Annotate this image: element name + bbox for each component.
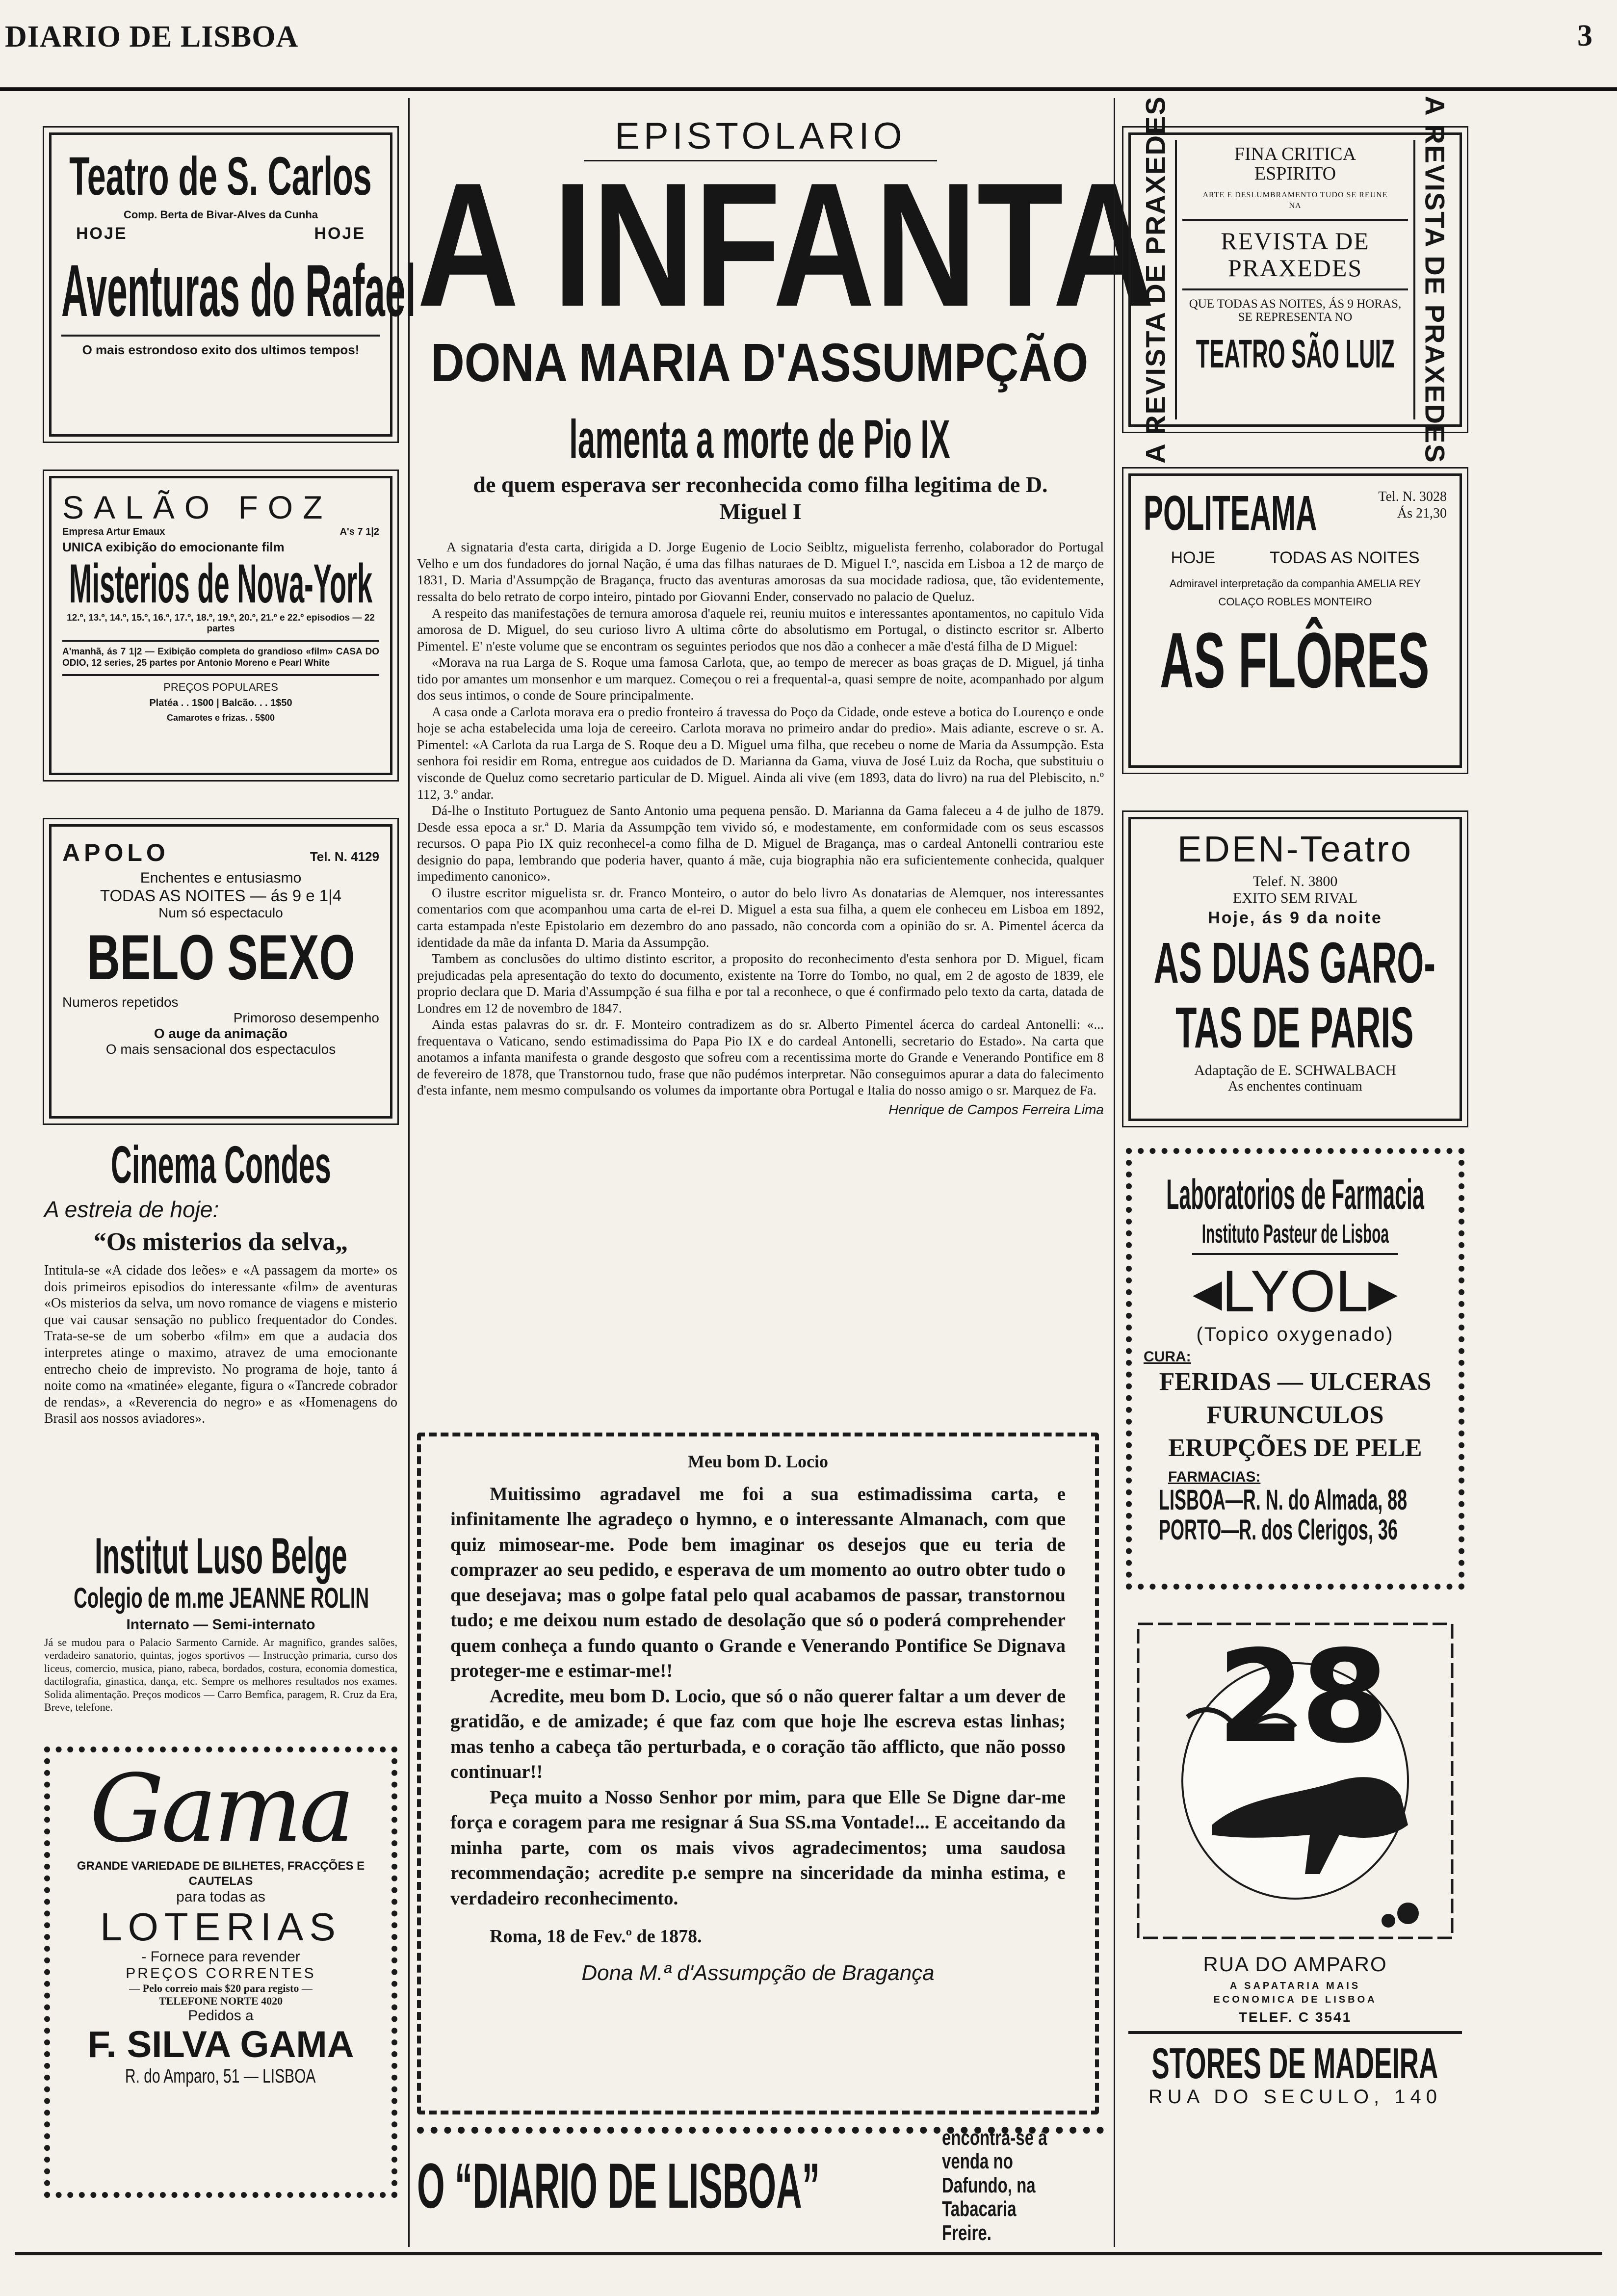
praxedes-center — [1182, 145, 1408, 377]
politeama-play: AS FLÔRES — [1160, 616, 1430, 704]
foz-precos: PREÇOS POPULARES — [163, 680, 278, 693]
gama-precos: PREÇOS CORRENTES — [126, 1965, 316, 1982]
foz-amanha: A'manhã, ás 7 1|2 — Exibição completa do grandioso «film» CASA DO ODIO, 12 series, 25 partes por Antonio Moreno e Pearl White — [62, 647, 379, 668]
foz-unica: UNICA exibição do emocionante film — [62, 540, 285, 554]
stores-name: STORES DE MADEIRA — [1151, 2039, 1438, 2087]
lyol-l2: FURUNCULOS — [1206, 1401, 1384, 1429]
apolo-noites: TODAS AS NOITES — ás 9 e 1|4 — [100, 887, 342, 905]
article-paragraph: A casa onde a Carlota morava era o predio fronteiro á travessa do Poço da Cidade, onde esteve a botica do Lourenço e onde hoje se acha estabelecida uma loja de cereeiro. Carlota morava no primeiro andar do predio». Mais adiante, escreve o sr. A. Pimentel: «A Carlota da rua Larga de S. Roque deu a D. Miguel uma filha, que recebeu o nome de Maria da Assumpção. Esta senhora foi residir em Roma, entregue aos cuidados de D. Marianna da Gama, viuva de José Luiz da Rocha, que substituiu o visconde de Queluz como secretario particular de D. Miguel. Ainda ali vive (em 1893, data do livro) na rua del Plebiscito, n.º 112, 3.º andar. — [417, 704, 1104, 802]
stores-addr: RUA DO SECULO, 140 — [1148, 2086, 1442, 2108]
letter-body — [450, 1482, 1066, 1911]
praxedes-todas: QUE TODAS AS NOITES, ÁS 9 HORAS, SE REPRESENTA NO — [1189, 297, 1402, 324]
scarlos-play: Aventuras do Rafael — [61, 249, 416, 332]
article-paragraph: Dá-lhe o Instituto Portuguez de Santo Antonio uma pequena pensão. D. Marianna da Gama faleceu a 4 de julho de 1879. Desde essa epoca a sr.ª D. Maria da Assumpção tem vivido só, e modestamente, em conformidade com os seus escassos recursos. O papa Pio IX quiz reconhecel-a como filha de D. Miguel de Bragança, mas o cardeal Antonelli contrariou este designio do papa, lembrando que poderia haver, quanto á mãe, cuja biographia não era suficientemente conhecida, qualquer impedimento canonico». — [417, 803, 1104, 884]
condes-name: Cinema Condes — [110, 1135, 331, 1194]
eden-tel: Telef. N. 3800 — [1252, 873, 1338, 889]
foz-empresa-row — [62, 526, 379, 538]
foz-empresa: Empresa Artur Emaux — [62, 526, 165, 537]
divider — [1128, 2031, 1462, 2034]
paper-title: DIARIO DE LISBOA — [5, 20, 299, 53]
article-epistolario — [417, 115, 1155, 1118]
apolo-primoroso: Primoroso desempenho — [233, 1010, 379, 1025]
deck-filha-legitima: de quem esperava ser reconhecida como filha legitima de D. Miguel I — [473, 472, 1048, 524]
article-paragraph: Tambem as conclusões do ultimo distinto escritor, a proposito do reconhecimento d'esta senhora por D. Miguel, ficam prejudicadas pela apresentação do texto do documento, existente na Torre do Tombo, no qual, em 2 de agosto de 1839, ele proprio declara que D. Maria d'Assumpção é sua filha e por tal a reconhece, o que é confirmado pelo texto da carta, datada de Londres em 12 de novembro de 1847. — [417, 951, 1104, 1016]
letter-paragraph: Peça muito a Nosso Senhor por mim, para que Elle Se Digne dar-me força e coragem para me resignar á Sua SS.ma Vontade!... E acceitando da minha parte, com os mais vivos agradecimentos; uma saudosa recommendação; acredite p.e sempre na sinceridade da minha estima, e verdadeiro reconhecimento. — [450, 1786, 1066, 1909]
eden-adapt: Adaptação de E. SCHWALBACH — [1194, 1062, 1396, 1079]
article-paragraph: Ainda estas palavras do sr. dr. F. Monteiro contradizem as do sr. Alberto Pimentel ácerca do cardeal Antonelli: «... frequentava o Vaticano, sendo estimadissima do Papa Pio IX e do cardeal Antonelli, secretario do Estado». Na carta que anotamos a infanta manifesta o grande desgosto que sofreu com a recentissima morte do Grande e Venerando Pontifice em 8 de fevereiro de 1878, que Transtornou tudo, frase que não pudémos interpretar. Não conseguimos apurar a data do falecimento d'esta infante, nem mesmo compulsando os volumes da importante obra Portugal e Italia do nosso amigo o sr. Marquez de Fa. — [417, 1017, 1104, 1098]
apolo-head — [62, 838, 379, 867]
letter-box — [417, 1433, 1099, 2114]
scarlos-hoje-left: HOJE — [76, 224, 128, 243]
instituto-colegio: Colegio de m.me JEANNE ROLIN — [74, 1582, 369, 1614]
praxedes-arte: ARTE E DESLUMBRAMENTO TUDO SE REUNE NA — [1202, 190, 1388, 210]
politeama-time: Ás 21,30 — [1397, 505, 1447, 521]
eden-enchentes: As enchentes continuam — [1228, 1079, 1362, 1095]
lyol-cura: CURA: — [1144, 1349, 1191, 1365]
ad-revista-praxedes — [1128, 96, 1462, 464]
politeama-noites: TODAS AS NOITES — [1270, 548, 1420, 567]
apolo-sensacional: O mais sensacional dos espectaculos — [105, 1041, 336, 1057]
lyol-lisboa: LISBOA—R. N. do Almada, 88 — [1159, 1484, 1408, 1516]
apolo-numeros: Numeros repetidos — [62, 994, 179, 1010]
letter-paragraph: Acredite, meu bom D. Locio, que só o não querer faltar a um dever de gratidão, e de amizade; é que faz com que hoje lhe escreva estas linhas; mas tenho a cabeça tão perturbada, e o coração tão afflicto, que não posso continuar!! — [450, 1685, 1066, 1783]
politeama-tel: Tel. N. 3028 — [1378, 489, 1447, 504]
divider — [1182, 219, 1408, 221]
gama-telefone: TELEFONE NORTE 4020 — [158, 1995, 283, 2008]
apolo-play: BELO SEXO — [87, 921, 355, 993]
eden-hoje: Hoje, ás 9 da noite — [1208, 909, 1382, 927]
ad-stores-madeira — [1128, 2041, 1462, 2108]
praxedes-side-left-text: A REVISTA DE PRAXEDES — [1140, 96, 1171, 464]
ad-politeama — [1128, 473, 1462, 768]
column-rule — [408, 98, 410, 2247]
ad-eden-teatro — [1128, 817, 1462, 1121]
subhead-dona-maria: DONA MARIA D'ASSUMPÇÃO — [431, 333, 1089, 393]
praxedes-revista: REVISTA DE PRAXEDES — [1221, 227, 1370, 282]
diario-ad-big: O “DIARIO DE LISBOA” — [417, 2150, 820, 2221]
top-rule — [0, 87, 1617, 91]
sapataria-num: 28 — [1217, 1623, 1384, 1772]
praxedes-side-left — [1136, 96, 1177, 464]
praxedes-side-right — [1413, 96, 1455, 464]
gama-correio: — Pelo correio mais $20 para registo — — [129, 1982, 313, 1995]
foz-plateia: Platéa . . 1$00 | Balcão. . . 1$50 — [149, 697, 292, 708]
politeama-hoje: HOJE — [1171, 548, 1216, 567]
gama-line1: GRANDE VARIEDADE DE BILHETES, FRACÇÕES E CAUTELAS — [77, 1859, 365, 1888]
gama-addr: R. do Amparo, 51 — LISBOA — [125, 2065, 316, 2087]
lyol-inst: Instituto Pasteur de Lisboa — [1201, 1219, 1389, 1249]
gama-fornece: - Fornece para revender — [141, 1949, 300, 1965]
ad-lyol — [1126, 1148, 1464, 1590]
lyol-l1: FERIDAS — ULCERAS — [1159, 1368, 1432, 1396]
article-signature: Henrique de Campos Ferreira Lima — [888, 1101, 1104, 1117]
bottom-rule — [15, 2252, 1602, 2255]
lyol-brand: ◂LYOL▸ — [1192, 1258, 1398, 1324]
letter-sign: Dona M.ª d'Assumpção de Bragança — [581, 1960, 935, 1985]
sapataria-name: A SAPATARIA MAIS ECONOMICA DE LISBOA — [1213, 1981, 1377, 2005]
praxedes-teatro: TEATRO SÃO LUIZ — [1196, 331, 1395, 376]
ad-diario-lisboa — [417, 2126, 1104, 2245]
letter-salutation: Meu bom D. Locio — [688, 1452, 828, 1471]
apolo-enchentes: Enchentes e entusiasmo — [140, 870, 302, 886]
scarlos-company: Comp. Berta de Bivar-Alves da Cunha — [123, 209, 318, 221]
divider — [1192, 1253, 1398, 1255]
divider — [62, 640, 379, 642]
ad-institut-luso-belge — [44, 1528, 397, 1714]
eden-play-line1: AS DUAS GARO- — [1153, 931, 1435, 995]
ad-cinema-condes — [44, 1135, 397, 1427]
ad-sapataria — [1128, 1953, 1462, 2025]
ad-apolo — [49, 824, 392, 1119]
headline-a-infanta: A INFANTA — [417, 146, 1155, 343]
sapataria-tel: TELEF. C 3541 — [1238, 2009, 1352, 2025]
scarlos-hoje-row — [61, 224, 380, 243]
ad-teatro-scarlos — [49, 132, 416, 437]
page-number: 3 — [1577, 19, 1592, 52]
foz-episodes: 12.º, 13.º, 14.º, 15.º, 16.º, 17.º, 18.º, 19.º, 20.º, 21.º e 22.º episodios — 22 partes — [67, 612, 375, 634]
eden-name: EDEN-Teatro — [1177, 829, 1413, 869]
praxedes-fina: FINA CRITICA ESPIRITO — [1234, 144, 1356, 184]
foz-film: Misterios de Nova-York — [69, 553, 373, 614]
apolo-name: APOLO — [62, 839, 169, 866]
sapataria-rua: RUA DO AMPARO — [1203, 1953, 1387, 1976]
letter-paragraph: Muitissimo agradavel me foi a sua estimadissima carta, e infinitamente lhe agradeço o hymno, e o interessante Almanach, com que quiz mimosear-me. Pode bem imaginar os desejos que eu teria de comprazer ao seu pedido, e esperava de um momento ao outro obter tudo o que desejava; mas o golpe fatal pelo qual acabamos de passar, transtornou tudo; e me deixou num estado de desolação que só o poderá comprehender quem conheça a fundo quanto o Grande e Venerando Pontifice Se Dignava proteger-me e estimar-me!! — [450, 1484, 1066, 1682]
eden-play-line2: TAS DE PARIS — [1175, 995, 1414, 1061]
condes-estreia: A estreia de hoje: — [44, 1197, 219, 1222]
apolo-num-so: Num só espectaculo — [158, 905, 283, 920]
scarlos-tagline: O mais estrondoso exito dos ultimos tempos! — [82, 342, 360, 357]
instituto-internato: Internato — Semi-internato — [126, 1617, 315, 1633]
politeama-admiravel: Admiravel interpretação da companhia AMELIA REY COLAÇO ROBLES MONTEIRO — [1169, 577, 1421, 608]
instituto-name: Institut Luso Belge — [94, 1528, 347, 1585]
apolo-tel: Tel. N. 4129 — [310, 849, 379, 864]
scarlos-name: Teatro de S. Carlos — [69, 146, 372, 207]
condes-film: “Os misterios da selva„ — [93, 1228, 348, 1256]
divider — [61, 335, 380, 337]
lyol-porto: PORTO—R. dos Clerigos, 36 — [1159, 1513, 1398, 1546]
masthead — [0, 0, 1617, 98]
article-paragraph: O ilustre escritor miguelista sr. dr. Franco Monteiro, o autor do belo livro As donatarias de Alemquer, nos interessantes comentarios com que acompanhou uma carta de el-rei D. Miguel a esta sua filha, a quem ele conheceu em Lisboa em 1892, carta estampada n'este Epistolario em dezembro do ano passado, não concorda com a opinião do sr. A. Pimentel ácerca da identidade da mãe da infanta D. Maria da Assumpção. — [417, 885, 1104, 950]
gama-line2: para todas as — [176, 1889, 265, 1905]
lyol-farmacias: FARMACIAS: — [1168, 1468, 1261, 1485]
politeama-head — [1144, 486, 1447, 541]
article-paragraph: «Morava na rua Larga de S. Roque uma famosa Carlota, que, ao tempo de merecer as boas graças de D. Miguel, já tinha tido por amantes um monsenhor e um marquez. Começou o rei a frequental-a, quasi sempre de noite, acompanhado por algum dos seus intimos, o conde de Soure principalmente. — [417, 654, 1104, 703]
instituto-body: Já se mudou para o Palacio Sarmento Carnide. Ar magnifico, grandes salões, verdadeiro sanatorio, quintas, jogos sportivos — Instrucção primaria, curso dos liceus, comercio, musica, piano, rabeca, bordados, costura, economia domestica, dactilografia, ginastica, dança, etc. Sempre os melhores resultados nos exames. Solida alimentação. Preços modicos — Carro Bemfica, paragem, R. Cruz da Era, Breve, telefone. — [44, 1636, 397, 1713]
divider — [1182, 288, 1408, 290]
diario-ad-text: encontra-se á venda no Dafundo, na Tabacaria Freire. — [942, 2126, 1047, 2245]
ad-gama-loterias — [44, 1747, 397, 2198]
foz-camarotes: Camarotes e frizas. . 5$00 — [166, 712, 275, 723]
foz-name: SALÃO FOZ — [62, 489, 333, 525]
ad-sapataria-illustration — [1133, 1619, 1457, 1943]
gama-firm: F. SILVA GAMA — [87, 2024, 354, 2066]
gama-loterias: LOTERIAS — [100, 1905, 341, 1949]
politeama-info — [1378, 489, 1447, 522]
column-rule — [1114, 98, 1115, 2247]
foz-time: A's 7 1|2 — [339, 526, 379, 537]
politeama-name: POLITEAMA — [1144, 486, 1317, 541]
divider — [62, 674, 379, 676]
article-paragraph: A signataria d'esta carta, dirigida a D. Jorge Eugenio de Locio Seibltz, miguelista ferrenho, colaborador do Portugal Velho e um dos fundadores do jornal Nação, é uma das filhas naturaes de D. Miguel I.º, nascida em Lisboa a 12 de março de 1831, D. Maria d'Assumpção de Bragança, fructo das aventuras amorosas da sua mocidade radiosa, que, tão evidentemente, ressalta do belo retrato de corpo inteiro, pintado por Giovanni Ender, conservado no palacio de Queluz. — [417, 539, 1104, 604]
scarlos-hoje-right: HOJE — [314, 224, 365, 243]
letter-place-date: Roma, 18 de Fev.º de 1878. — [490, 1926, 702, 1947]
gama-pedidos: Pedidos a — [188, 2008, 254, 2024]
politeama-hoje-row — [1144, 548, 1447, 568]
condes-body: Intitula-se «A cidade dos leões» e «A passagem da morte» os dois primeiros episodios do interessante «film» de aventuras «Os misterios da selva, um novo romance de viagens e misterio que vai causar sensação no publico frequentador do Condes. Trata-se-se de um soberbo «film» em que a audacia dos interpretes atinge o maximo, atravez de uma emocionante entrecho cheio de imprevisto. No programa de hoje, tanto á noite como na «matinée» elegante, figura o «Tancrede cobrador de rendas», a «Reverencia do negro» e as «Homenagens do Brasil aos nossos aviadores». — [44, 1263, 397, 1427]
article-paragraph: A respeito das manifestações de ternura amorosa d'aquele rei, reuniu muitos e interessantes apontamentos, no capitulo Vida amorosa de D. Miguel, do seu curioso livro A ultima côrte do absolutismo em Portugal, o distincto escritor sr. Alberto Pimentel. E' n'este volume que se encontram os seguintes periodos que nos dão a conhecer a mãe d'está filha de D Miguel: — [417, 605, 1104, 653]
section-epistolario: EPISTOLARIO — [615, 115, 906, 157]
eden-exito: EXITO SEM RIVAL — [1233, 890, 1357, 906]
praxedes-side-right-text: A REVISTA DE PRAXEDES — [1419, 96, 1451, 464]
apolo-auge: O auge da animação — [154, 1025, 288, 1041]
lyol-l3: ERUPÇÕES DE PELE — [1168, 1434, 1422, 1462]
lyol-topico: (Topico oxygenado) — [1196, 1324, 1394, 1345]
article-body — [417, 539, 1104, 1118]
gama-logo: Gama — [89, 1754, 352, 1863]
lyol-lab: Laboratorios de Farmacia — [1166, 1171, 1424, 1218]
ad-salao-foz — [49, 476, 392, 775]
deck-lamenta: lamenta a morte de Pio IX — [569, 409, 950, 470]
